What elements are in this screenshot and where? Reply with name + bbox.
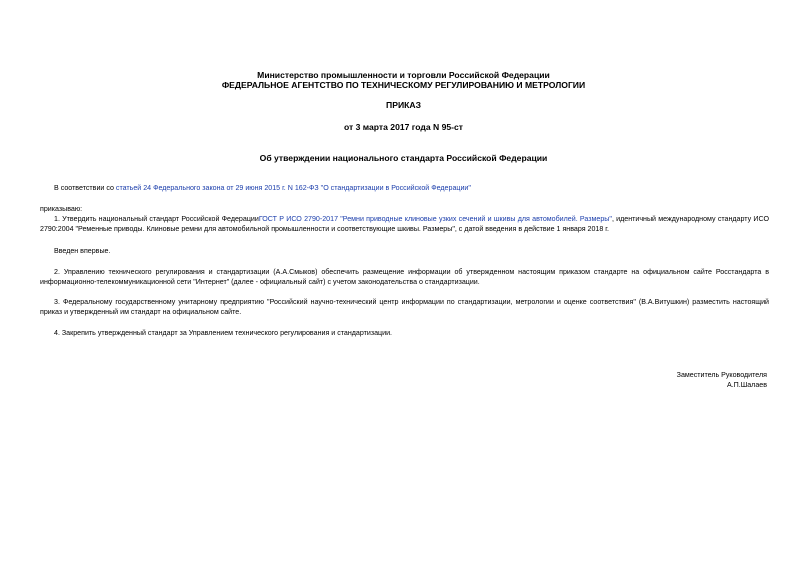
intro-prefix: В соответствии со (54, 184, 116, 192)
paragraph-3: 3. Федеральному государственному унитарному предприятию "Российский научно-технический центр информации по стандартизации, метрологии и оценке соответствия" (В.А.Витушкин) разместить настоящий приказ и утвержденный им стандарт на официальном сайте. (40, 298, 769, 316)
federal-law-link[interactable]: статьей 24 Федерального закона от 29 июня 2015 г. N 162-ФЗ "О стандартизации в Российской Федерации" (115, 184, 471, 192)
standard-link[interactable]: ГОСТ Р ИСО 2790-2017 "Ремни приводные клиновые узких сечений и шкивы для автомобилей. Размеры" (258, 215, 612, 223)
signatory-name: А.П.Шалаев (726, 381, 767, 389)
paragraph-2: 2. Управлению технического регулирования и стандартизации (А.А.Смыков) обеспечить размещение информации об утвержденном настоящим приказом стандарте на официальном сайте Росстандарта в информационно-телекоммуникационной сети "Интернет" (далее - официальный сайт) с учетом законодательства о стандартизации. (40, 268, 769, 286)
document-title: Об утверждении национального стандарта Российской Федерации (259, 153, 548, 163)
order-word: приказываю: (40, 205, 83, 213)
agency-heading: ФЕДЕРАЛЬНОЕ АГЕНТСТВО ПО ТЕХНИЧЕСКОМУ РЕГУЛИРОВАНИЮ И МЕТРОЛОГИИ (221, 80, 586, 90)
document-type: ПРИКАЗ (386, 100, 421, 110)
paragraph-4: 4. Закрепить утвержденный стандарт за Управлением технического регулирования и стандартизации. (54, 329, 393, 337)
paragraph-1 (40, 214, 769, 234)
document-date: от 3 марта 2017 года N 95-ст (343, 122, 464, 132)
p1-suffix: , идентичный международному стандарту ИСО 2790:2004 "Ременные приводы. Клиновые ремни для автомобильной промышленности и соответствующие шкивы. Размеры", с датой введения в действие 1 января 2018 г. (40, 215, 769, 233)
p1-prefix: 1. Утвердить национальный стандарт Российской Федерации (54, 215, 259, 223)
intro-paragraph (54, 183, 471, 193)
signatory-position: Заместитель Руководителя (676, 371, 767, 379)
introduced-note: Введен впервые. (54, 247, 111, 255)
ministry-heading: Министерство промышленности и торговли Российской Федерации (257, 70, 550, 80)
